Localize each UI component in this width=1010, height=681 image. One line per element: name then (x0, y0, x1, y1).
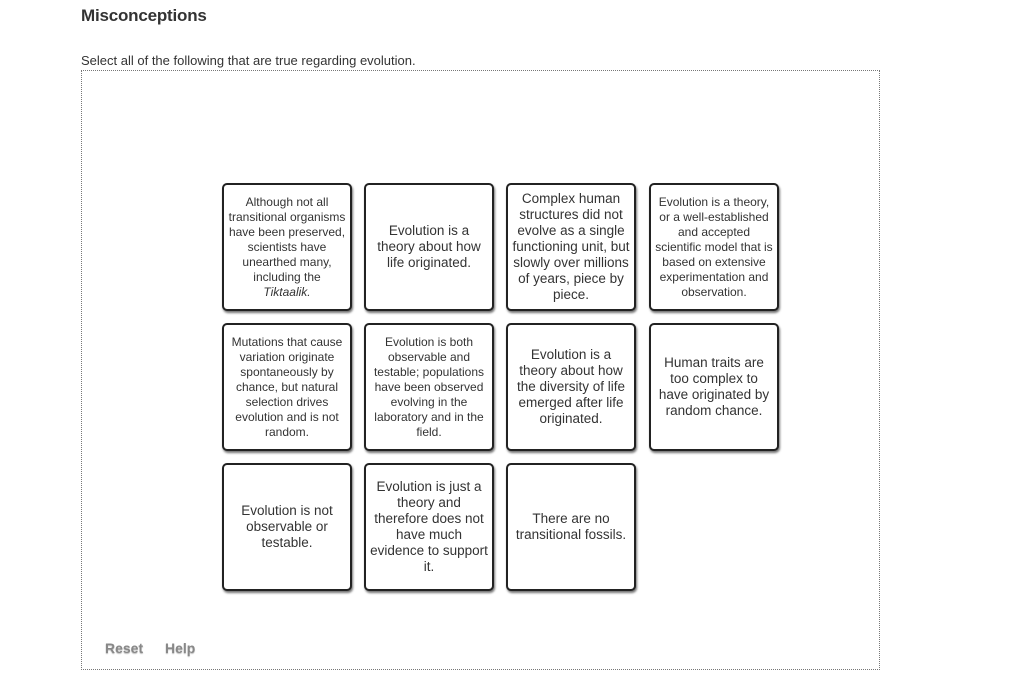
answer-card-6[interactable] (364, 323, 494, 451)
card-text: Evolution is not observable or testable. (241, 503, 333, 550)
answer-card-11[interactable] (506, 463, 636, 591)
card-italic-text: Tiktaalik. (263, 284, 311, 299)
card-text: Human traits are too complex to have originated by random chance. (658, 355, 770, 418)
answer-card-1[interactable] (222, 183, 352, 311)
card-text: Mutations that cause variation originate spontaneously by chance, but natural selection drives evolution and is not random. (231, 334, 343, 439)
reset-button[interactable]: Reset (105, 640, 144, 656)
answer-card-3[interactable] (506, 183, 636, 311)
card-text: Evolution is a theory about how the diversity of life emerged after life originated. (516, 347, 626, 426)
answer-card-8[interactable] (649, 323, 779, 451)
answer-card-7[interactable] (506, 323, 636, 451)
answer-card-4[interactable] (649, 183, 779, 311)
question-prompt: Select all of the following that are true regarding evolution. (81, 53, 416, 68)
answer-card-10[interactable] (364, 463, 494, 591)
card-text: Evolution is a theory, or a well-established and accepted scientific model that is based on extensive experimentation and observation. (655, 194, 773, 299)
card-text: Evolution is just a theory and therefore does not have much evidence to support it. (370, 479, 488, 574)
answer-card-9[interactable] (222, 463, 352, 591)
help-button[interactable]: Help (165, 640, 196, 656)
answer-card-2[interactable] (364, 183, 494, 311)
answer-card-5[interactable] (222, 323, 352, 451)
page-title: Misconceptions (81, 6, 207, 25)
card-text: Evolution is both observable and testable; populations have been observed evolving in the laboratory and in the field. (373, 334, 485, 439)
card-text: Complex human structures did not evolve as a single functioning unit, but slowly over millions of years, piece by piece. (512, 191, 630, 302)
card-text: Evolution is a theory about how life originated. (377, 223, 481, 270)
card-text: Although not all transitional organisms have been preserved, scientists have unearthed many, including the (228, 194, 346, 284)
card-text: There are no transitional fossils. (515, 511, 627, 542)
